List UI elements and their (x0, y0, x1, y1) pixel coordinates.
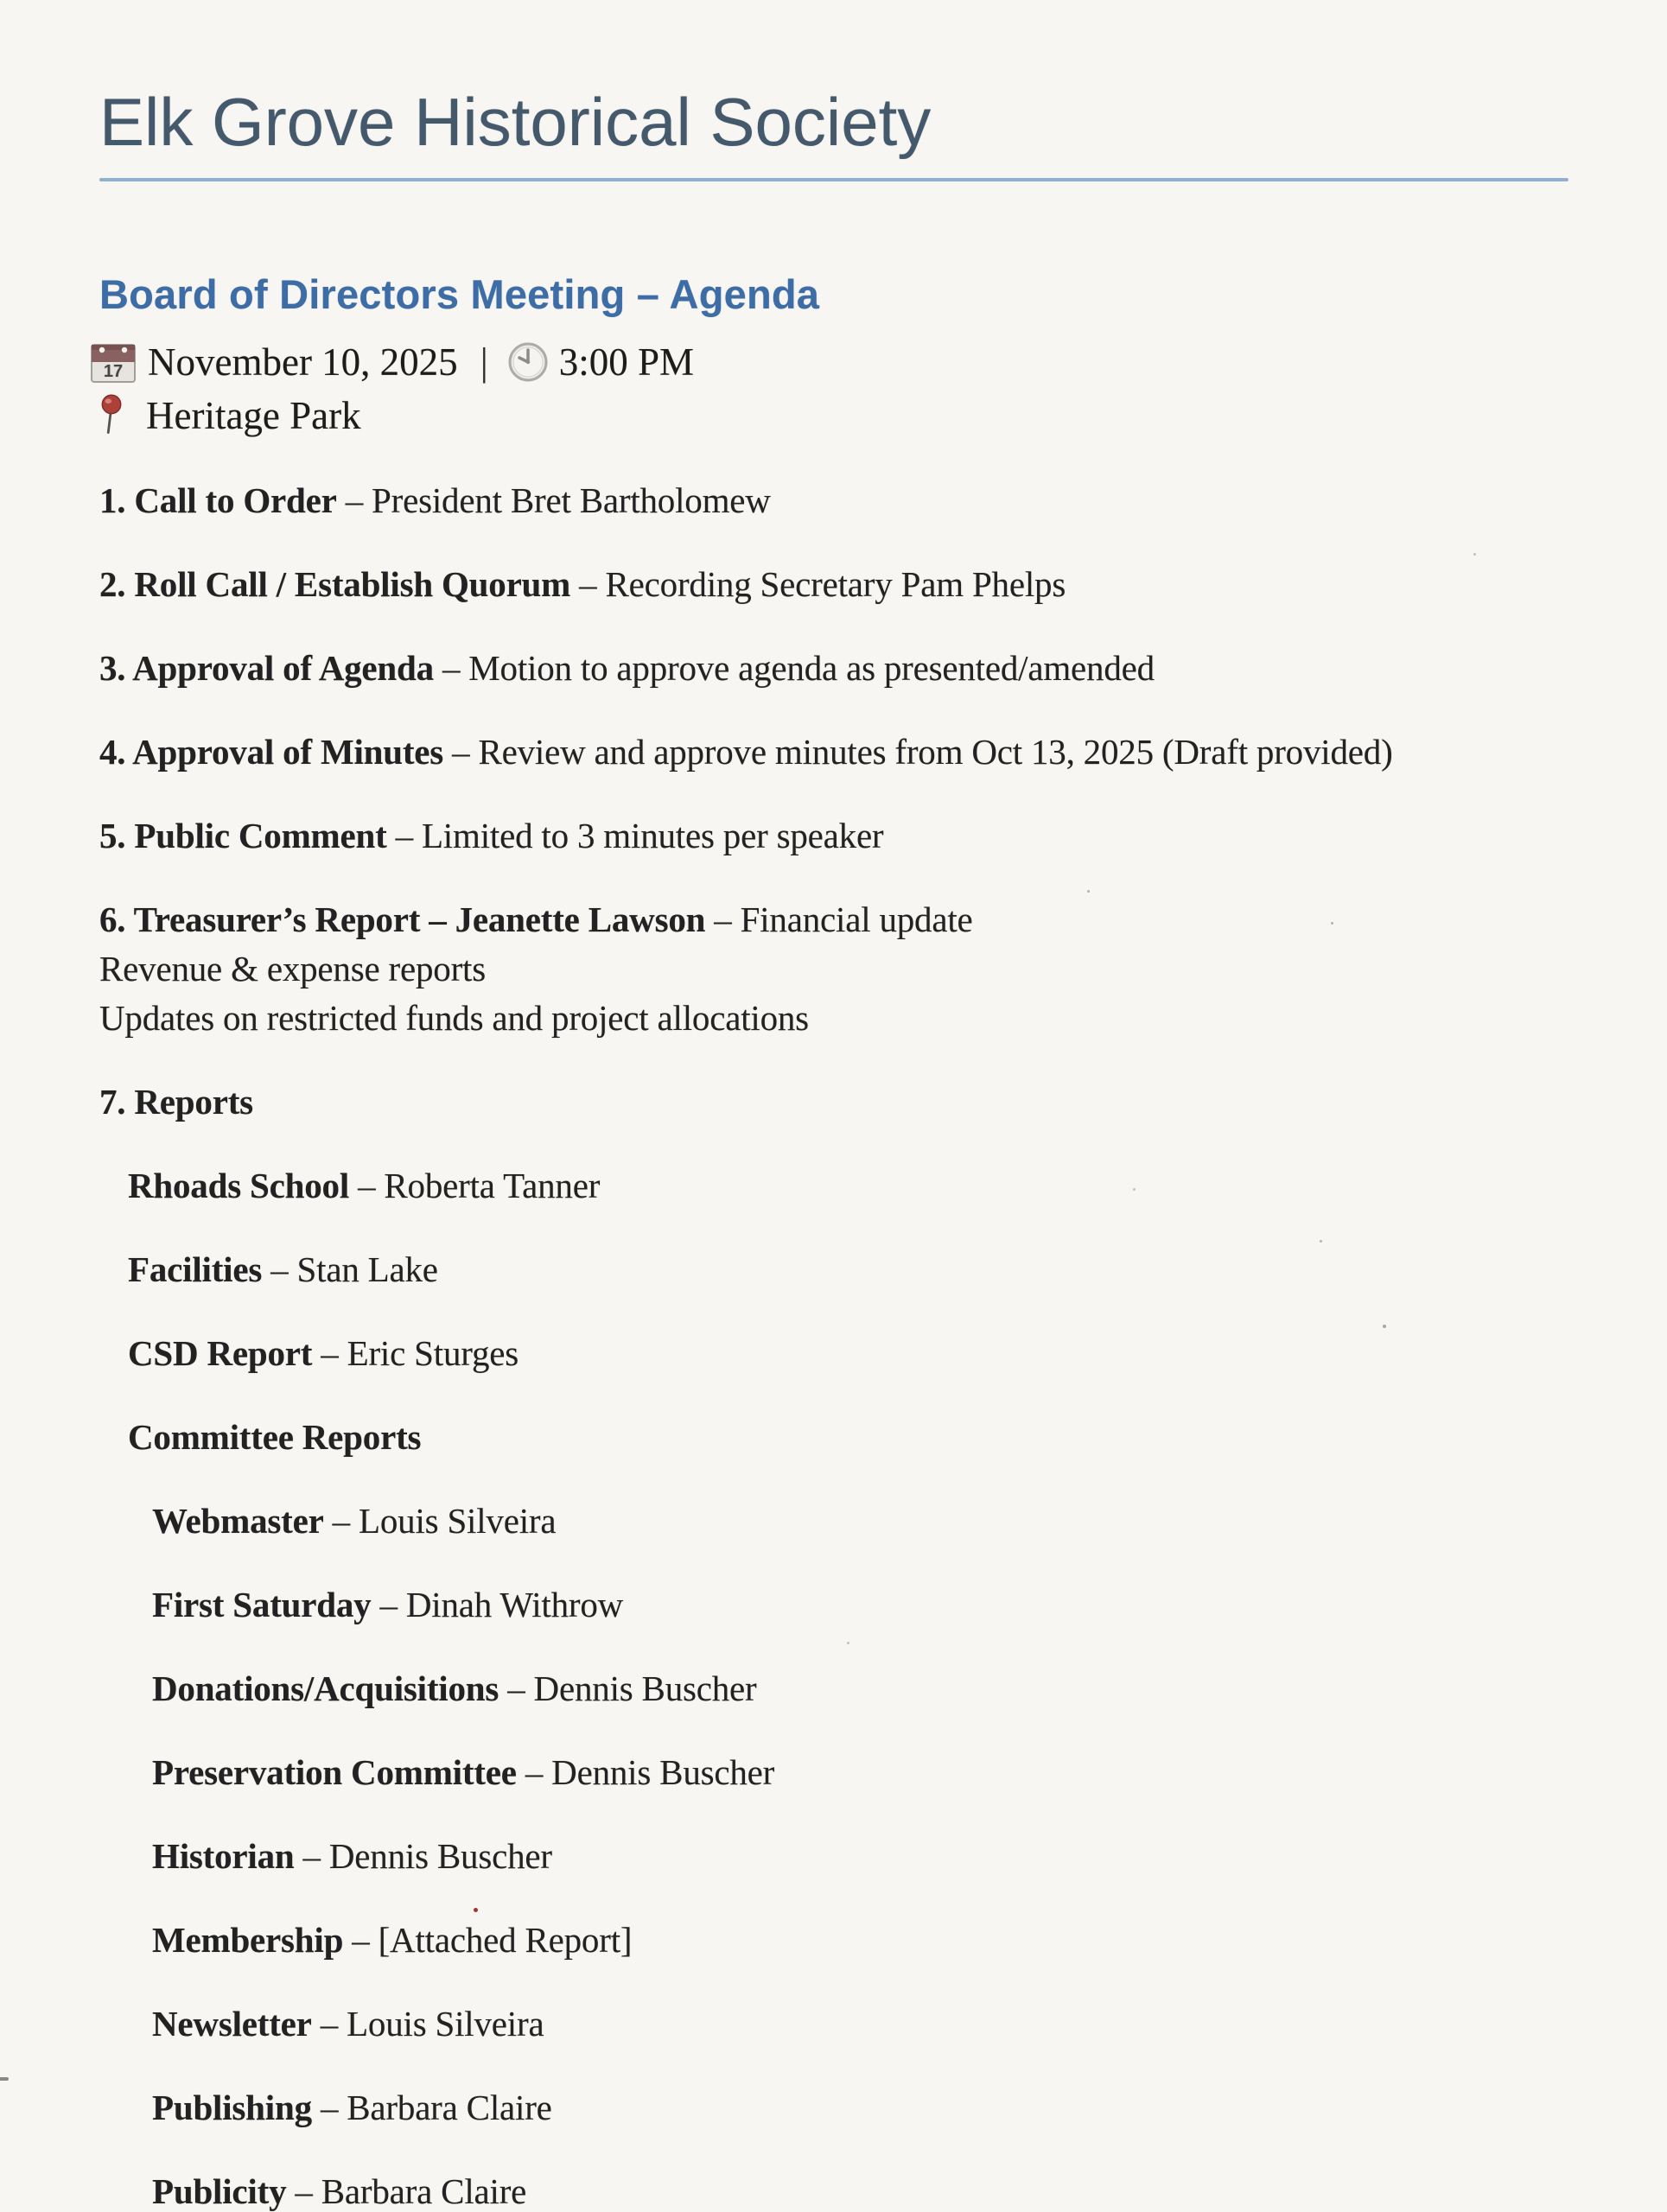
agenda-item-title: Committee Reports (128, 1417, 422, 1457)
agenda-item-title: Newsletter (152, 2004, 312, 2044)
agenda-list (99, 476, 1568, 2212)
agenda-item-title: 5. Public Comment (99, 816, 387, 855)
agenda-item-title: 3. Approval of Agenda (99, 648, 434, 688)
agenda-item (99, 1161, 1568, 1211)
agenda-item (99, 1916, 1568, 1965)
agenda-item (99, 1497, 1568, 1546)
agenda-item-title: Donations/Acquisitions (152, 1669, 499, 1708)
agenda-item-title: Rhoads School (128, 1166, 350, 1205)
agenda-item (99, 1413, 1568, 1462)
calendar-icon (89, 340, 137, 385)
agenda-item-detail: – Financial update (705, 899, 973, 939)
agenda-item (99, 811, 1568, 861)
agenda-item-title: First Saturday (152, 1585, 372, 1624)
date-time-separator: | (480, 340, 488, 384)
agenda-item (99, 2167, 1568, 2212)
meeting-location: Heritage Park (146, 394, 361, 437)
agenda-item-title: Facilities (128, 1249, 263, 1289)
scan-speck (474, 1908, 478, 1912)
agenda-item-title: 1. Call to Order (99, 480, 337, 520)
agenda-item-detail: – Recording Secretary Pam Phelps (570, 564, 1066, 604)
agenda-item (99, 476, 1568, 525)
agenda-item-detail: – Dennis Buscher (499, 1669, 757, 1708)
scan-speck (1320, 1240, 1322, 1243)
agenda-item (99, 1664, 1568, 1713)
agenda-item (99, 1245, 1568, 1294)
agenda-item-title: Preservation Committee (152, 1752, 517, 1792)
scan-speck (1473, 553, 1476, 556)
agenda-item-title: 2. Roll Call / Establish Quorum (99, 564, 571, 604)
agenda-item-detail: – Dinah Withrow (371, 1585, 624, 1624)
agenda-item-detail: – [Attached Report] (343, 1920, 633, 1960)
agenda-item (99, 560, 1568, 609)
agenda-item-detail: – Barbara Claire (286, 2171, 527, 2211)
meeting-time: 3:00 PM (558, 340, 694, 384)
agenda-item-detail: – Stan Lake (262, 1249, 438, 1289)
agenda-item (99, 895, 1568, 944)
scan-speck (1331, 922, 1333, 925)
agenda-item-title: Publicity (152, 2171, 287, 2211)
agenda-item-title: Membership (152, 1920, 344, 1960)
agenda-item (99, 1580, 1568, 1630)
agenda-item-detail: – Barbara Claire (311, 2088, 552, 2127)
title-underline (99, 178, 1568, 181)
agenda-item-detail: – Louis Silveira (323, 1501, 557, 1541)
agenda-item (99, 1832, 1568, 1881)
agenda-item-detail: – Dennis Buscher (294, 1836, 552, 1876)
agenda-item (99, 728, 1568, 777)
agenda-item-title: 7. Reports (99, 1082, 253, 1122)
agenda-item-title: 4. Approval of Minutes (99, 732, 444, 772)
agenda-item-subline: Updates on restricted funds and project allocations (99, 998, 809, 1038)
agenda-item-detail: – Limited to 3 minutes per speaker (386, 816, 884, 855)
scan-speck (847, 1642, 849, 1644)
agenda-item-title: CSD Report (128, 1333, 313, 1373)
clock-icon (507, 341, 549, 383)
meeting-date: November 10, 2025 (148, 340, 458, 384)
scan-edge-mark (0, 2077, 9, 2081)
scan-speck (1383, 1325, 1386, 1328)
page-title: Elk Grove Historical Society (99, 84, 932, 160)
agenda-item-title: Publishing (152, 2088, 312, 2127)
location-line (99, 390, 1568, 442)
agenda-item-title: 6. Treasurer’s Report – Jeanette Lawson (99, 899, 706, 939)
agenda-item-subline: Revenue & expense reports (99, 949, 486, 988)
scan-speck (1087, 890, 1090, 893)
agenda-item (99, 644, 1568, 693)
date-time-line (99, 336, 1568, 388)
agenda-item (99, 1748, 1568, 1797)
agenda-item (99, 1999, 1568, 2049)
agenda-item (99, 1329, 1568, 1378)
calendar-day-number: 17 (103, 362, 124, 381)
agenda-item-title: Historian (152, 1836, 295, 1876)
agenda-item (99, 1077, 1568, 1127)
agenda-item-detail: – Louis Silveira (311, 2004, 544, 2044)
agenda-item-detail: – Motion to approve agenda as presented/amended (433, 648, 1155, 688)
agenda-item-detail: – President Bret Bartholomew (336, 480, 771, 520)
agenda-item-detail: – Roberta Tanner (349, 1166, 601, 1205)
agenda-item-detail: – Eric Sturges (312, 1333, 519, 1373)
meeting-heading: Board of Directors Meeting – Agenda (99, 271, 820, 317)
agenda-item (99, 2083, 1568, 2133)
agenda-item-title: Webmaster (152, 1501, 324, 1541)
agenda-item-detail: – Review and approve minutes from Oct 13, 2025 (Draft provided) (443, 732, 1393, 772)
pushpin-icon (99, 392, 124, 439)
scan-speck (1133, 1188, 1136, 1191)
agenda-item-detail: – Dennis Buscher (516, 1752, 775, 1792)
